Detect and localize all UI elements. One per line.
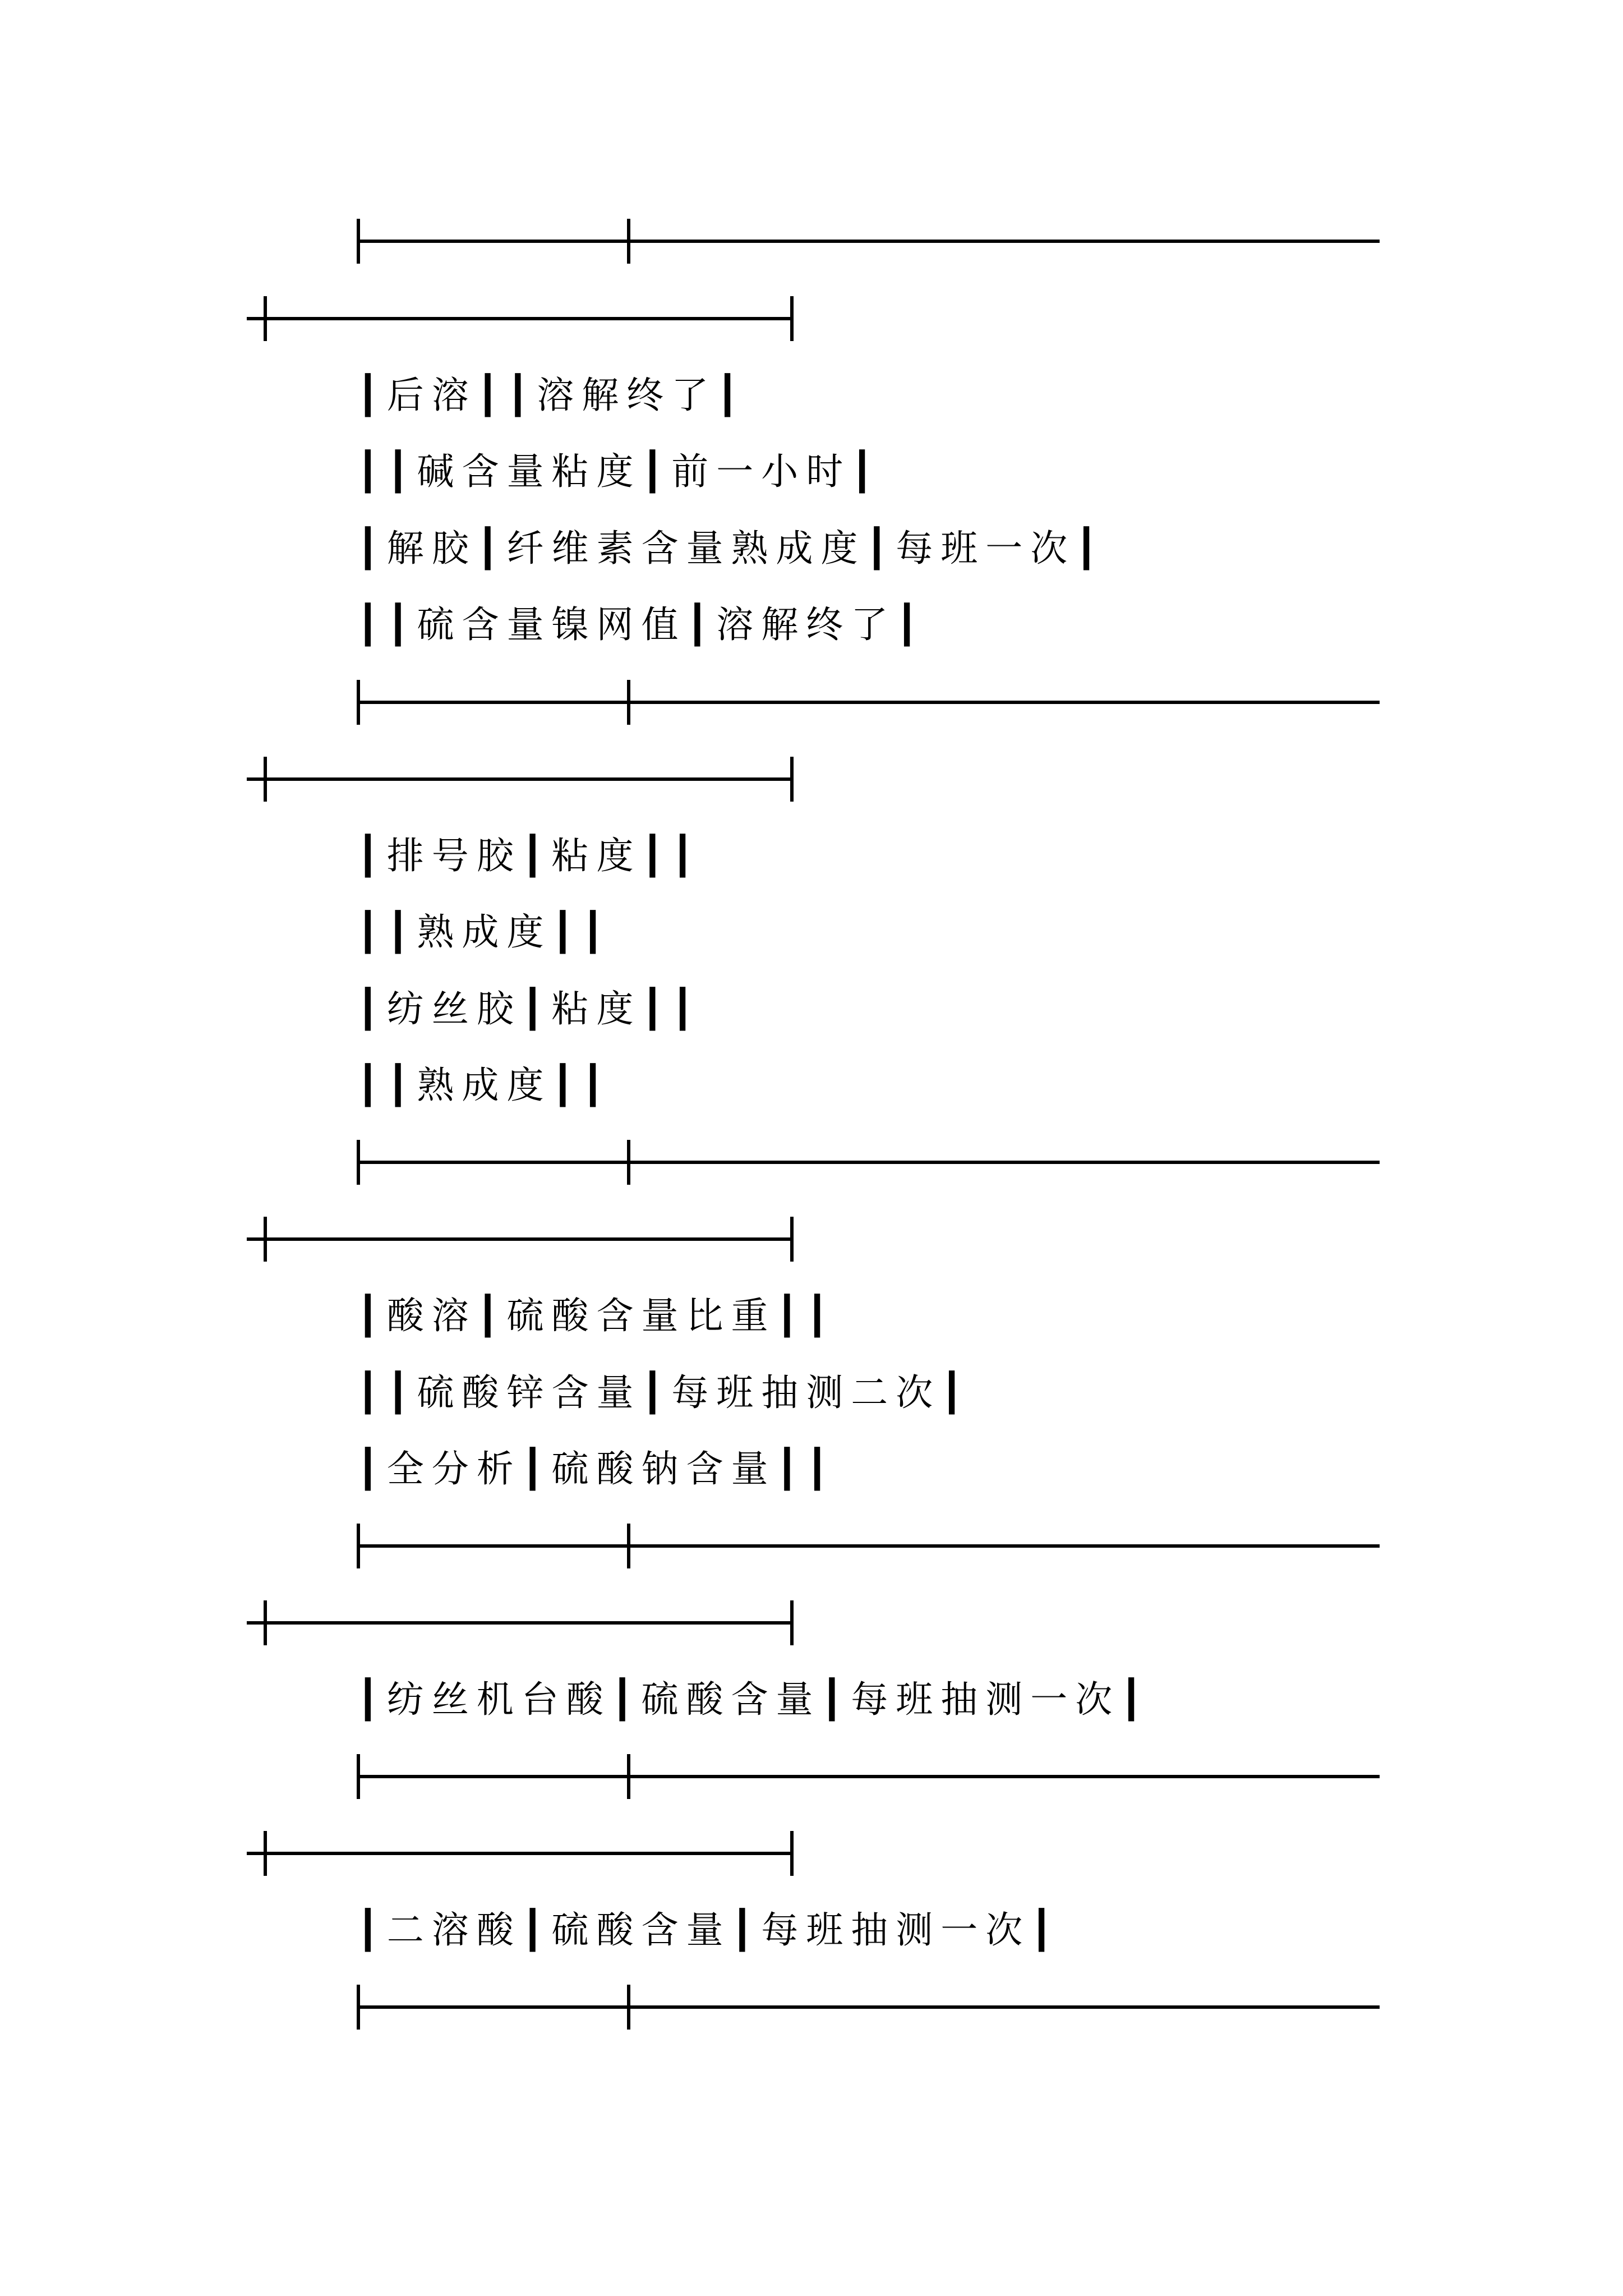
table-text-line: ┃┃熟成度┃┃ xyxy=(357,910,612,954)
table-text-line: ┃排号胶┃粘度┃┃ xyxy=(357,834,702,877)
table-text-line: ┃后溶┃┃溶解终了┃ xyxy=(357,374,746,417)
table-text-line: ┃┃碱含量粘度┃前一小时┃ xyxy=(357,450,881,493)
table-text-line: ┃纺丝机台酸┃硫酸含量┃每班抽测一次┃ xyxy=(357,1678,1150,1721)
table-text-line: ┃二溶酸┃硫酸含量┃每班抽测一次┃ xyxy=(357,1908,1061,1952)
table-text-line: ┃┃熟成度┃┃ xyxy=(357,1064,612,1107)
table-text-line: ┃酸溶┃硫酸含量比重┃┃ xyxy=(357,1294,836,1337)
table-text-line: ┃纺丝胶┃粘度┃┃ xyxy=(357,987,702,1030)
table-text-line: ┃┃硫含量镍网值┃溶解终了┃ xyxy=(357,603,926,646)
table-text-line: ┃解胶┃纤维素含量熟成度┃每班一次┃ xyxy=(357,527,1105,570)
table-text-line: ┃全分析┃硫酸钠含量┃┃ xyxy=(357,1447,836,1490)
table-text-line: ┃┃硫酸锌含量┃每班抽测二次┃ xyxy=(357,1371,971,1414)
